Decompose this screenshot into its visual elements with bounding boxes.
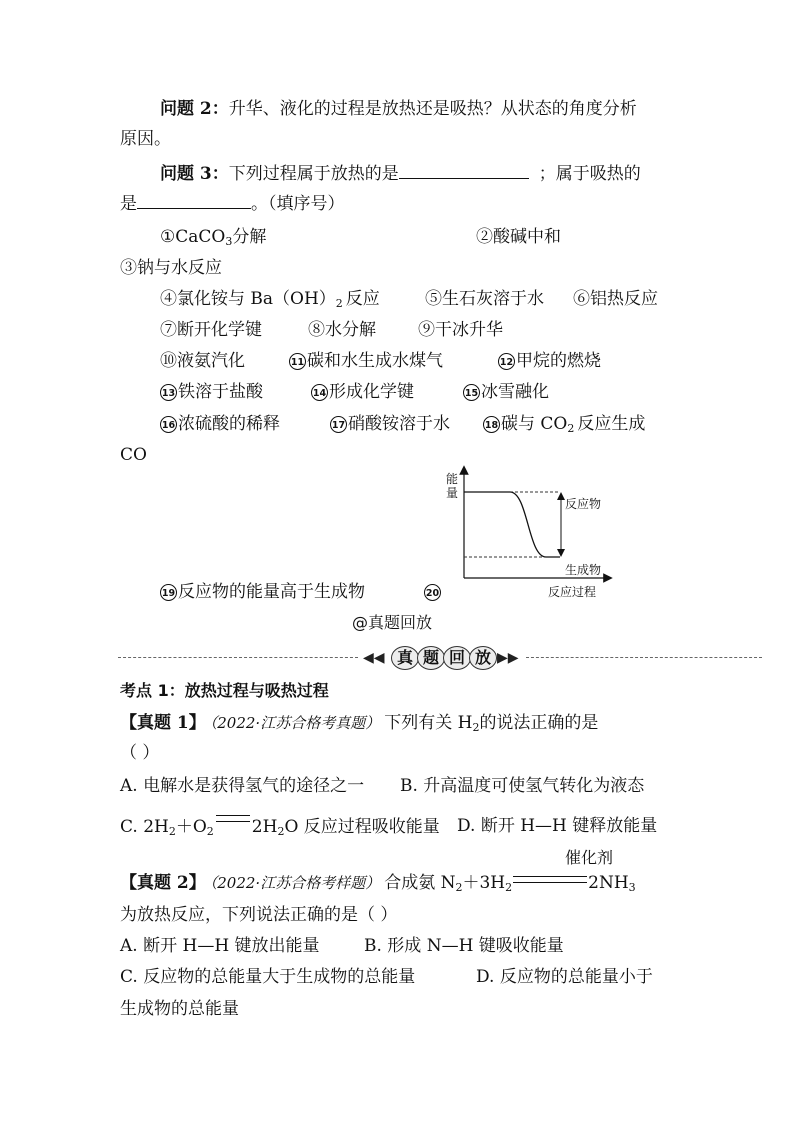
chevron-left-icon: ◀◀ <box>363 650 385 666</box>
kaodian-heading: 考点 1：放热过程与吸热过程 <box>120 681 329 700</box>
question-t1-stem <box>120 712 598 734</box>
question-2-label: 问题 2： <box>160 99 229 119</box>
question-3-line1 <box>160 162 641 185</box>
arrow-head-top <box>557 492 565 500</box>
item-text: 酸碱中和 <box>493 227 561 247</box>
option-C-text: 2H <box>251 817 278 837</box>
item-text: 反应生成 <box>577 414 646 434</box>
option-B[interactable]: B. 升高温度可使氢气转化为液态 <box>400 776 645 796</box>
question-2-line2 <box>120 128 171 150</box>
question-stem: 合成氨 N <box>384 873 456 893</box>
option-C-text: ＋O <box>175 817 207 837</box>
reactant-label: 反应物 <box>565 497 602 511</box>
arrow-head-bottom <box>557 549 565 557</box>
item-18-cont <box>120 444 147 466</box>
double-line-symbol <box>513 876 587 883</box>
item-number: ① <box>160 227 176 247</box>
item-number: 12 <box>498 353 515 370</box>
energy-curve <box>464 492 560 557</box>
item-text: 甲烷的燃烧 <box>516 351 601 371</box>
question-3-text: 下列过程属于放热的是 <box>228 164 399 184</box>
item-number: ④ <box>160 289 177 309</box>
item-number: ⑩ <box>160 351 177 371</box>
review-tag: @真题回放 <box>352 613 433 632</box>
option-A[interactable]: A. 电解水是获得氢气的途径之一 <box>120 776 365 796</box>
item-17 <box>330 413 450 435</box>
question-stem: ＋3H <box>462 873 506 893</box>
item-12 <box>498 350 601 372</box>
item-text: 干冰升华 <box>435 320 503 340</box>
y-label-1: 能 <box>446 472 459 486</box>
banner-char: 放 <box>469 646 497 670</box>
item-16 <box>160 413 280 435</box>
item-19 <box>160 581 365 603</box>
answer-paren[interactable]: （ ） <box>120 743 160 763</box>
item-8 <box>308 319 376 341</box>
subscript: 2 <box>335 297 343 310</box>
item-text: 铁溶于盐酸 <box>178 382 263 402</box>
question-t2-line2: 为放热反应，下列说法正确的是（ ） <box>120 905 398 925</box>
question-3-shi: 是 <box>120 194 137 214</box>
subscript: 2 <box>472 721 480 734</box>
question-stem: 2NH <box>588 873 629 893</box>
item-text: 冰雪融化 <box>481 382 549 402</box>
item-text: 浓硫酸的稀释 <box>178 414 280 434</box>
item-text: 反应物的能量高于生成物 <box>178 582 365 602</box>
question-stem-cont: 的说法正确的是 <box>479 713 599 733</box>
item-number: ⑤ <box>425 289 442 309</box>
section-divider <box>118 646 762 670</box>
item-15 <box>463 381 549 403</box>
question-tag: 【真题 1】 <box>120 713 206 733</box>
item-3 <box>120 257 222 279</box>
question-3-line2 <box>120 192 345 215</box>
question-3-label: 问题 3： <box>160 164 229 184</box>
item-text: 氯化铵与 Ba（OH） <box>177 289 336 309</box>
double-line-symbol <box>216 815 250 822</box>
item-text: 碳与 CO <box>501 414 568 434</box>
question-t2-stem <box>120 872 636 894</box>
item-number: 15 <box>463 384 480 401</box>
option-C-text: O 反应过程吸收能量 <box>284 817 440 837</box>
item-4 <box>160 288 380 310</box>
item-text: 碳和水生成水煤气 <box>307 351 443 371</box>
subscript: 3 <box>628 881 636 894</box>
question-2-text-cont: 原因。 <box>120 129 171 149</box>
product-label: 生成物 <box>565 563 602 577</box>
option-B[interactable]: B. 形成 N—H 键吸收能量 <box>364 936 564 956</box>
item-18 <box>483 413 645 435</box>
item-5 <box>425 288 544 310</box>
item-7 <box>160 319 262 341</box>
item-number: 17 <box>330 416 347 433</box>
item-11 <box>289 350 443 372</box>
y-label-2: 量 <box>446 486 459 500</box>
item-text: 钠与水反应 <box>137 258 222 278</box>
item-6 <box>573 288 658 310</box>
question-source: （2022·江苏合格考真题） <box>209 714 381 732</box>
item-number: ② <box>476 227 493 247</box>
item-14 <box>311 381 414 403</box>
question-3-mid: ；属于吸热的 <box>538 164 641 184</box>
item-number: 19 <box>160 584 177 601</box>
item-number: 20 <box>424 584 441 601</box>
exothermic-answer-blank[interactable] <box>399 162 529 179</box>
item-text: 断开化学键 <box>177 320 262 340</box>
option-C-text: C. 2H <box>120 817 169 837</box>
banner-char: 真 <box>391 646 419 670</box>
item-1 <box>160 226 266 248</box>
item-number: 16 <box>160 416 177 433</box>
item-number: ⑥ <box>573 289 590 309</box>
x-label: 反应过程 <box>548 585 597 599</box>
option-D-cont: 生成物的总能量 <box>120 999 239 1019</box>
chevron-right-icon: ▶▶ <box>497 650 519 666</box>
energy-diagram <box>436 464 616 604</box>
subscript: 2 <box>505 881 513 894</box>
subscript: 2 <box>455 881 463 894</box>
subscript: 2 <box>567 422 575 435</box>
item-number: ⑨ <box>418 320 435 340</box>
question-2-line1 <box>160 98 637 120</box>
item-text: CaCO <box>175 227 226 247</box>
question-2-text: 升华、液化的过程是放热还是吸热？从状态的角度分析 <box>228 99 637 119</box>
question-stem: 下列有关 H <box>384 713 473 733</box>
item-text: 铝热反应 <box>590 289 658 309</box>
item-text: 分解 <box>232 227 267 247</box>
catalyst-label: 催化剂 <box>565 848 614 867</box>
item-number: 18 <box>483 416 500 433</box>
item-number: 13 <box>160 384 177 401</box>
item-number: 11 <box>289 353 306 370</box>
item-text: 生石灰溶于水 <box>442 289 544 309</box>
item-text: 硝酸铵溶于水 <box>348 414 450 434</box>
question-source: （2022·江苏合格考样题） <box>209 874 381 892</box>
divider-left <box>118 657 358 658</box>
question-3-hint: 。（填序号） <box>251 194 345 214</box>
item-number: ⑧ <box>308 320 325 340</box>
item-text: 反应 <box>345 289 380 309</box>
item-number: ⑦ <box>160 320 177 340</box>
option-D[interactable]: D. 反应物的总能量小于 <box>476 967 653 987</box>
option-A[interactable]: A. 断开 H—H 键放出能量 <box>120 936 320 956</box>
item-text: 水分解 <box>325 320 376 340</box>
subscript: 2 <box>168 825 176 838</box>
subscript: 2 <box>206 825 214 838</box>
item-text: 液氨汽化 <box>177 351 245 371</box>
item-10 <box>160 350 245 372</box>
banner-char: 回 <box>443 646 471 670</box>
item-number: ③ <box>120 258 137 278</box>
subscript: 3 <box>225 235 233 248</box>
option-D[interactable]: D. 断开 H—H 键释放能量 <box>457 816 658 836</box>
divider-right <box>526 657 762 658</box>
item-number: 14 <box>311 384 328 401</box>
item-13 <box>160 381 263 403</box>
item-text: 形成化学键 <box>329 382 414 402</box>
banner-char: 题 <box>417 646 445 670</box>
subscript: 2 <box>277 825 285 838</box>
item-2 <box>476 226 561 248</box>
endothermic-answer-blank[interactable] <box>137 192 251 209</box>
item-9 <box>418 319 503 341</box>
section-banner <box>363 646 521 670</box>
question-tag: 【真题 2】 <box>120 873 206 893</box>
option-C[interactable] <box>120 815 440 838</box>
item-text: CO <box>120 445 147 465</box>
option-C[interactable]: C. 反应物的总能量大于生成物的总能量 <box>120 967 416 987</box>
item-20 <box>424 581 442 603</box>
